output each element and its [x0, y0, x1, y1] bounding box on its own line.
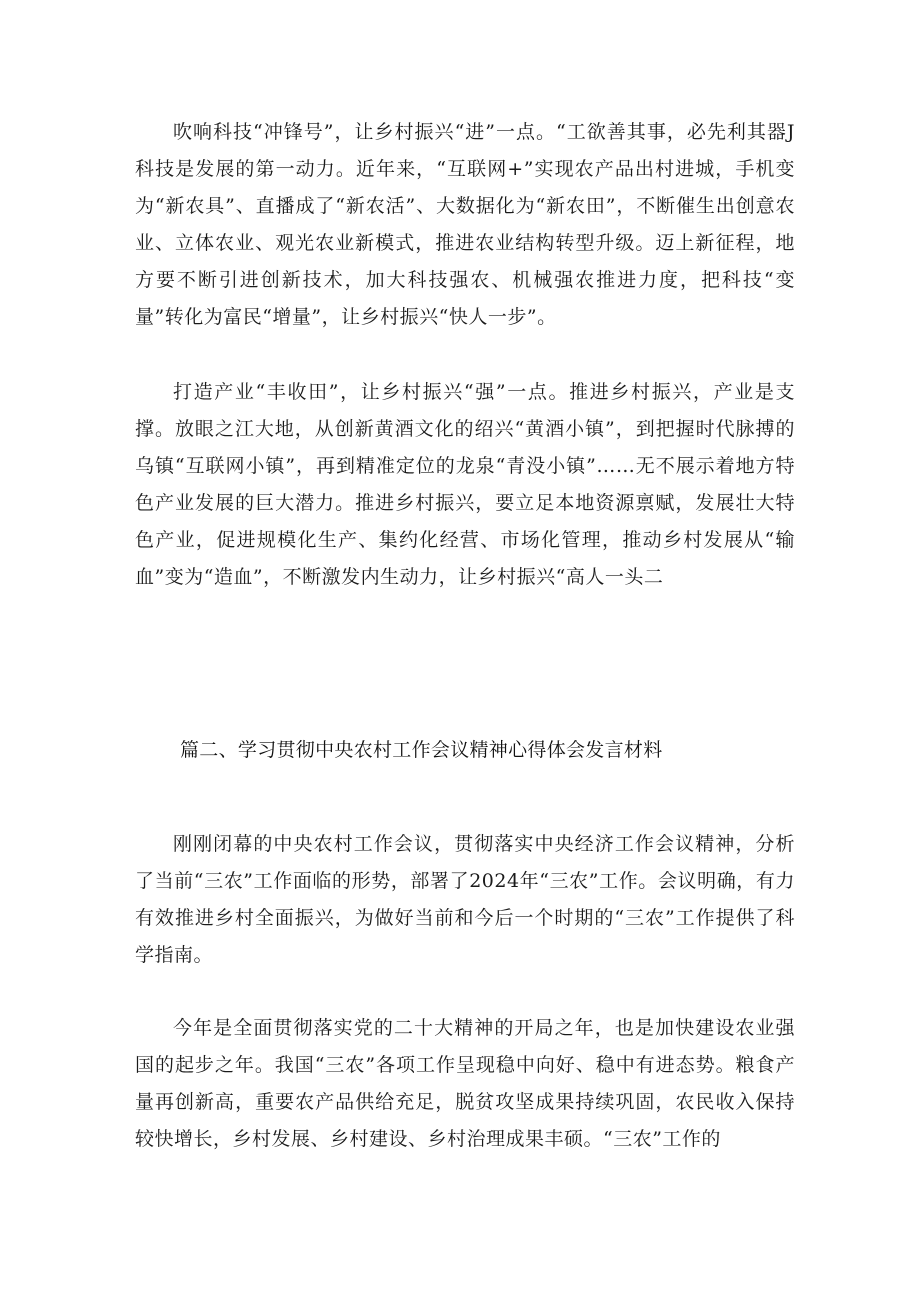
- section-heading: 篇二、学习贯彻中央农村工作会议精神心得体会发言材料: [180, 739, 663, 761]
- body-paragraph: 今年是全面贯彻落实党的二十大精神的开局之年，也是加快建设农业强国的起步之年。我国“三农”各项工作呈现稳中向好、稳中有进态势。粮食产量再创新高，重要农产品供给充足，脱贫攻坚成果持续巩固，农民收入保持较快增长，乡村发展、乡村建设、乡村治理成果丰硕。“三农”工作的: [135, 1017, 795, 1150]
- body-paragraph: 打造产业“丰收田”，让乡村振兴“强”一点。推进乡村振兴，产业是支撑。放眼之江大地，从创新黄酒文化的绍兴“黄酒小镇”，到把握时代脉搏的乌镇“互联网小镇”，再到精准定位的龙泉“青没小镇”……无不展示着地方特色产业发展的巨大潜力。推进乡村振兴，要立足本地资源禀赋，发展壮大特色产业，促进规模化生产、集约化经营、市场化管理，推动乡村发展从“输血”变为“造血”，不断激发内生动力，让乡村振兴“高人一头二: [135, 381, 795, 588]
- body-paragraph: 吹响科技“冲锋号”，让乡村振兴“进”一点。“工欲善其事，必先利其器J科技是发展的第一动力。近年来，“互联网+”实现农产品出村进城，手机变为“新农具”、直播成了“新农活”、大数据化为“新农田”，不断催生出创意农业、立体农业、观光农业新模式，推进农业结构转型升级。迈上新征程，地方要不断引进创新技术，加大科技强农、机械强农推进力度，把科技“变量”转化为富民“增量”，让乡村振兴“快人一步”。: [135, 121, 795, 328]
- body-paragraph: 刚刚闭幕的中央农村工作会议，贯彻落实中央经济工作会议精神，分析了当前“三农”工作面临的形势，部署了2024年“三农”工作。会议明确，有力有效推进乡村全面振兴，为做好当前和今后一个时期的“三农”工作提供了科学指南。: [135, 833, 795, 966]
